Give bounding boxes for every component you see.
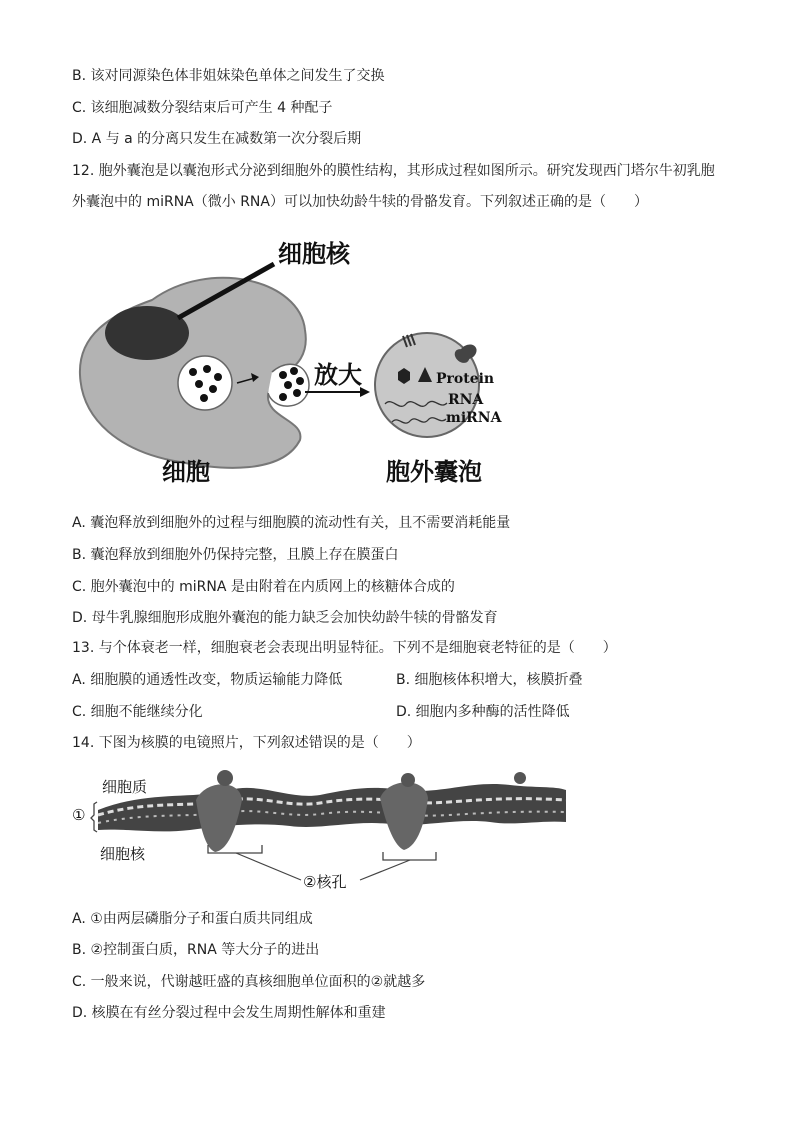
nucleus-shape [105, 306, 189, 360]
q14-option-c: C. 一般来说，代谢越旺盛的真核细胞单位面积的②就越多 [72, 974, 426, 990]
pore-bracket-2 [383, 852, 436, 860]
q14-stem: 14. 下图为核膜的电镜照片，下列叙述错误的是（ ） [72, 735, 421, 751]
magnify-label: 放大 [314, 361, 362, 389]
marker-1-label: ① [72, 806, 86, 824]
rna-label: RNA [448, 392, 484, 408]
vesicle-label: 胞外囊泡 [386, 458, 482, 486]
q11-option-b: B. 该对同源染色体非姐妹染色单体之间发生了交换 [72, 68, 385, 84]
q13-option-c: C. 细胞不能继续分化 [72, 704, 203, 720]
nucleus-label: 细胞核 [278, 240, 350, 268]
cell-label: 细胞 [162, 458, 210, 486]
nucleus-region-label: 细胞核 [100, 845, 146, 863]
q12-option-d: D. 母牛乳腺细胞形成胞外囊泡的能力缺乏会加快幼龄牛犊的骨骼发育 [72, 610, 498, 626]
q13-stem: 13. 与个体衰老一样，细胞衰老会表现出明显特征。下列不是细胞衰老特征的是（ ） [72, 640, 617, 656]
q11-option-c: C. 该细胞减数分裂结束后可产生 4 种配子 [72, 100, 333, 116]
q13-option-d: D. 细胞内多种酶的活性降低 [396, 704, 570, 720]
q13-option-b: B. 细胞核体积增大，核膜折叠 [396, 672, 583, 688]
q12-stem-line1: 12. 胞外囊泡是以囊泡形式分泌到细胞外的膜性结构，其形成过程如图所示。研究发现西门塔尔牛初乳胞 [72, 163, 715, 179]
q12-option-c: C. 胞外囊泡中的 miRNA 是由附着在内质网上的核糖体合成的 [72, 579, 455, 595]
nuclear-pore-label: ②核孔 [303, 873, 347, 891]
q14-option-b: B. ②控制蛋白质，RNA 等大分子的进出 [72, 942, 320, 958]
internal-vesicle [178, 356, 232, 410]
cytoplasm-label: 细胞质 [102, 778, 148, 796]
q11-option-d: D. A 与 a 的分离只发生在减数第一次分裂后期 [72, 131, 362, 147]
q12-option-b: B. 囊泡释放到细胞外仍保持完整，且膜上存在膜蛋白 [72, 547, 399, 563]
mirna-label: miRNA [446, 410, 502, 426]
protein-label: Protein [436, 371, 495, 387]
q12-option-a: A. 囊泡释放到细胞外的过程与细胞膜的流动性有关，且不需要消耗能量 [72, 515, 511, 531]
q14-option-d: D. 核膜在有丝分裂过程中会发生周期性解体和重建 [72, 1005, 386, 1021]
q14-em-image [98, 770, 566, 852]
q13-option-a: A. 细胞膜的通透性改变，物质运输能力降低 [72, 672, 343, 688]
q14-option-a: A. ①由两层磷脂分子和蛋白质共同组成 [72, 911, 313, 927]
q12-stem-line2: 外囊泡中的 miRNA（微小 RNA）可以加快幼龄牛犊的骨骼发育。下列叙述正确的是（ ） [72, 194, 648, 210]
q14-brace [91, 802, 97, 832]
